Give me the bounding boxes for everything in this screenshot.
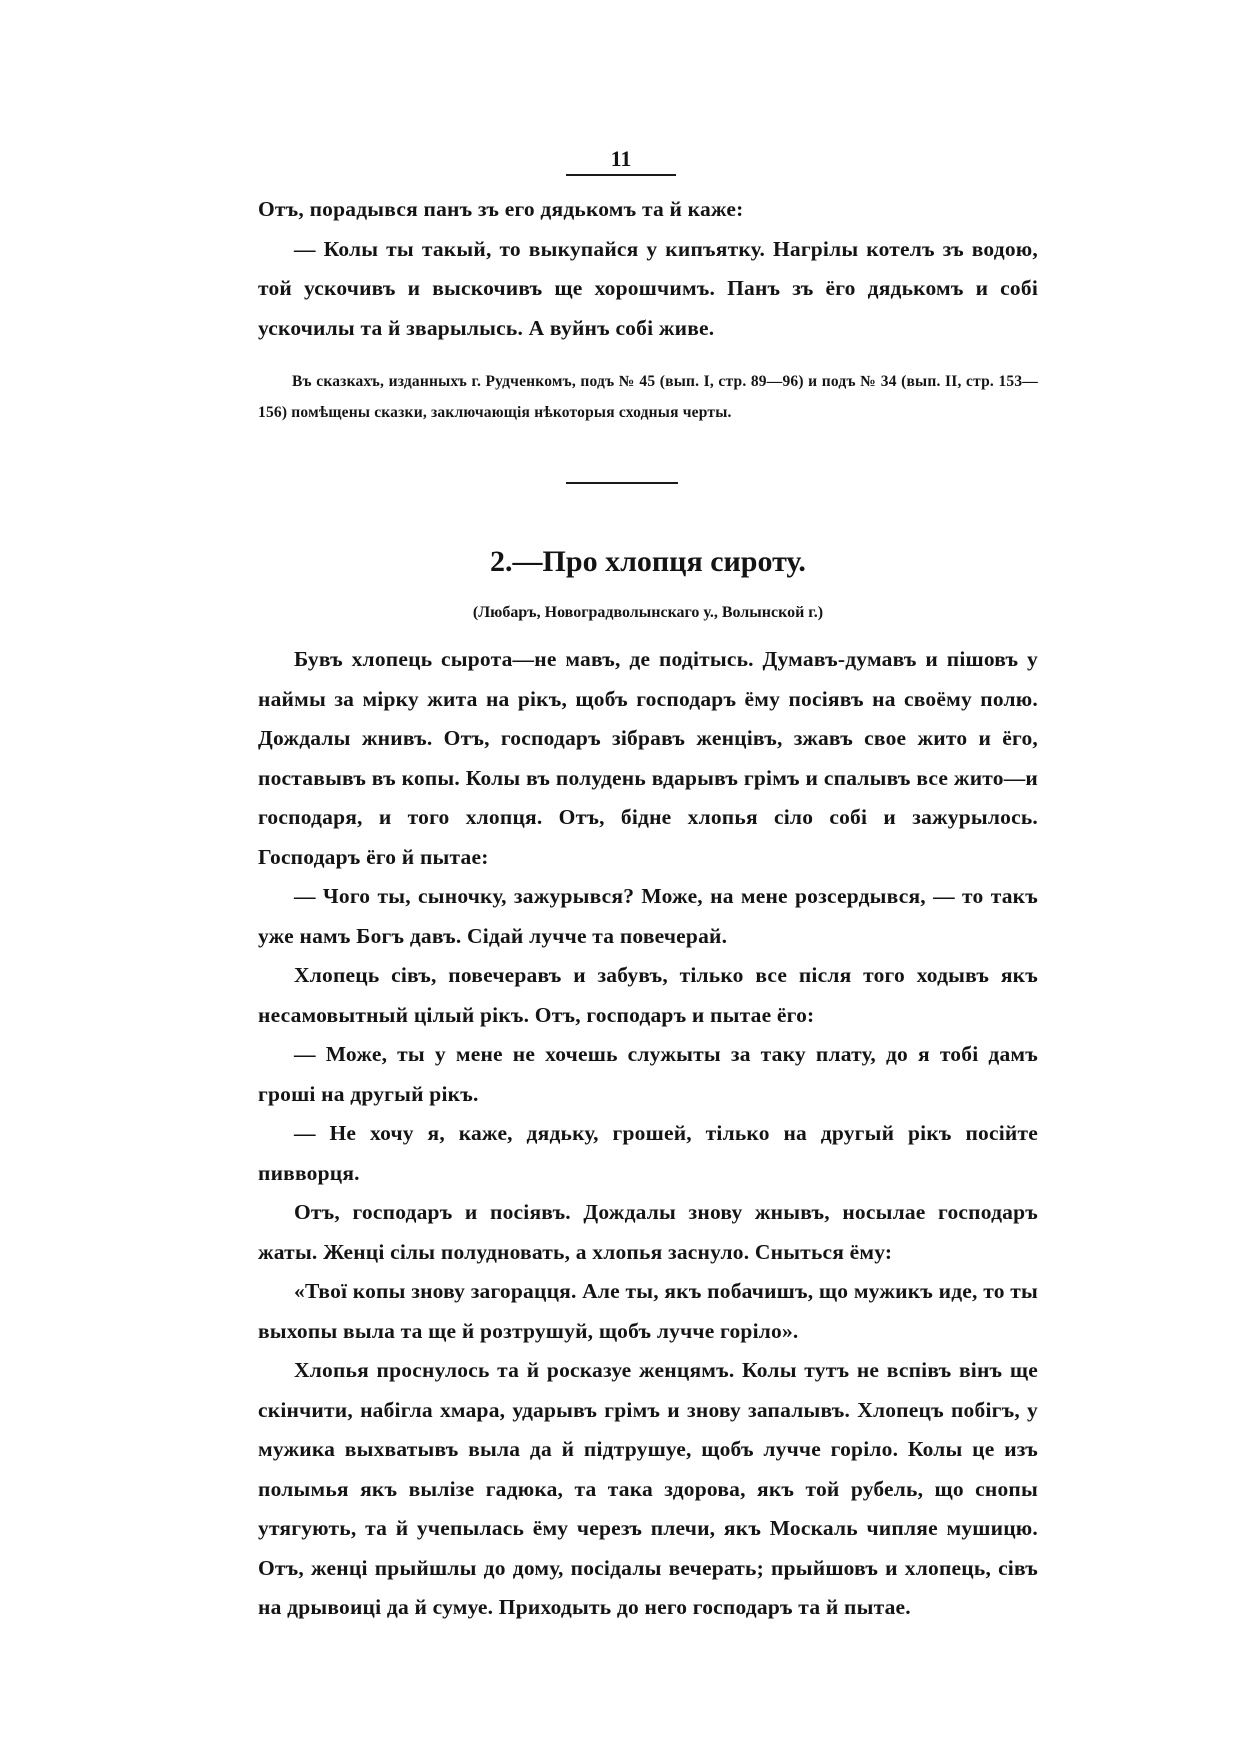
story-paragraph: Хлопья проснулось та й росказуе женцямъ. Колы тутъ не вспівъ вінъ ще скінчити, набігла хмара, ударывъ грімъ и знову запалывъ. Хлопецъ побігъ, у мужика выхватывъ выла да й підтрушуе, щобъ лучче горіло. Колы це изъ полымья якъ вылізе гадюка, та така здорова, якъ той рубель, що снопы утягують, та й учепылась ёму черезъ плечи, якъ Москаль чипляе мушицю. Отъ, женці прыйшлы до дому, посідалы вечерать; прыйшовъ и хлопець, сівъ на дрывоиці да й сумуе. Приходыть до него господаръ та й пытае. (258, 1358, 1038, 1619)
section-divider (566, 482, 678, 484)
story-paragraph: — Чого ты, сыночку, зажурывся? Може, на мене розсердывся, — то такъ уже намъ Богъ давъ. Сідай лучче та повечерай. (258, 884, 1038, 948)
story-paragraph: Бувъ хлопець сырота—не мавъ, де подітысь. Думавъ-думавъ и пішовъ у наймы за мірку жита на рікъ, щобъ господаръ ёму посіявъ на своёму полю. Дождалы жнивъ. Отъ, господаръ зібравъ женцівъ, зжавъ свое жито и ёго, поставывъ въ копы. Колы въ полудень вдарывъ грімъ и спалывъ все жито—и господаря, и того хлопця. Отъ, бідне хлопья сіло собі и зажурылось. Господаръ ёго й пытае: (258, 647, 1038, 869)
intro-text (258, 190, 1038, 348)
story-paragraph: — Не хочу я, каже, дядьку, грошей, тілько на другый рікъ посійте пивворця. (258, 1121, 1038, 1185)
intro-paragraph: Отъ, порадывся панъ зъ его дядькомъ та й каже: (258, 197, 744, 221)
story-body (258, 640, 1038, 1628)
page-number-underline (566, 174, 676, 176)
story-paragraph: «Твої копы знову загорацця. Але ты, якъ побачишъ, що мужикъ иде, то ты выхопы выла та ще й розтрушуй, щобъ лучче горіло». (258, 1279, 1038, 1343)
intro-paragraph: — Колы ты такый, то выкупайся у кипъятку. Нагрілы котелъ зъ водою, той ускочивъ и выскочивъ ще хорошчимъ. Панъ зъ ёго дядькомъ и собі ускочилы та й зварылысь. А вуйнъ собі живе. (258, 236, 1038, 340)
footnote-remark: Въ сказкахъ, изданныхъ г. Рудченкомъ, подъ № 45 (вып. I, стр. 89—96) и подъ № 34 (вып. II, стр. 153—156) помѣщены сказки, заключающія нѣкоторыя сходныя черты. (258, 373, 1038, 421)
story-title: 2.—Про хлопця сироту. (490, 545, 806, 578)
story-paragraph: — Може, ты у мене не хочешь служыты за таку плату, до я тобі дамъ гроші на другый рікъ. (258, 1042, 1038, 1106)
page-number: 11 (610, 146, 632, 171)
story-paragraph: Хлопець сівъ, повечеравъ и забувъ, тілько все після того ходывъ якъ несамовытный цілый рікъ. Отъ, господаръ и пытае ёго: (258, 963, 1038, 1027)
story-source: (Любаръ, Новоградволынскаго у., Волынской г.) (472, 604, 824, 621)
story-paragraph: Отъ, господаръ и посіявъ. Дождалы знову жнывъ, носылае господаръ жаты. Женці сілы полудновать, а хлопья заснуло. Сныться ёму: (258, 1200, 1038, 1264)
